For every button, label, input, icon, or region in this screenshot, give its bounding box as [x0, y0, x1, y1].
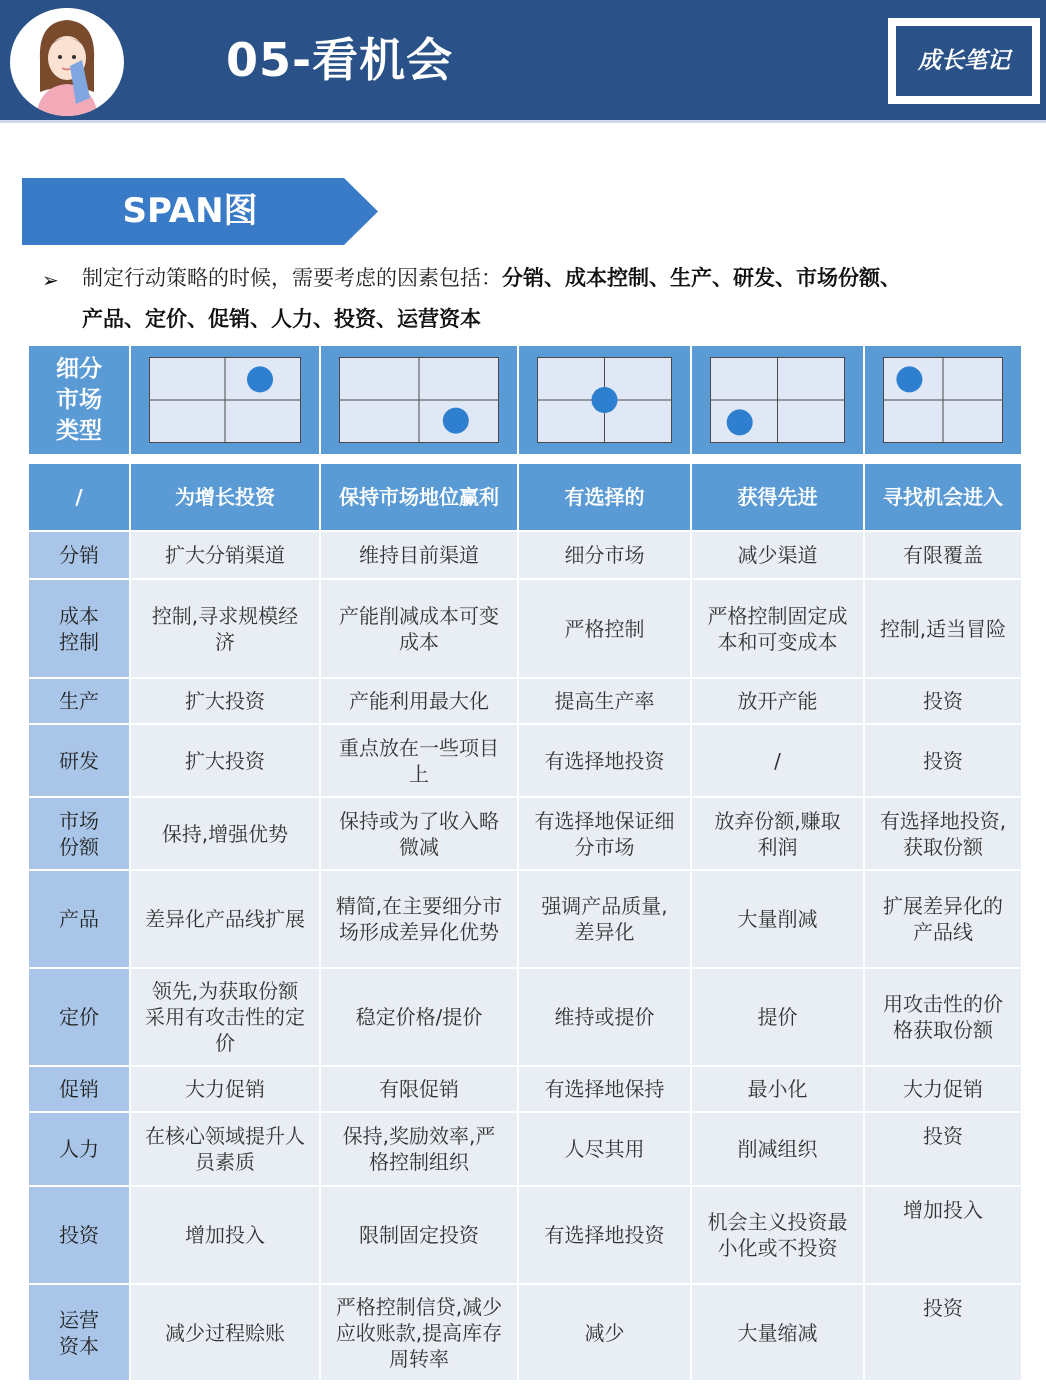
header-bar — [0, 0, 1046, 120]
intro-factors-line1: 分销、成本控制、生产、研发、市场份额、 — [502, 266, 901, 290]
quadrant-cell-2 — [321, 346, 517, 454]
row-header: 运营资本 — [29, 1285, 129, 1380]
row-header: 产品 — [29, 871, 129, 967]
table-cell: 放开产能 — [692, 679, 863, 723]
column-header: 为增长投资 — [131, 464, 319, 530]
table-cell: 削减组织 — [692, 1113, 863, 1185]
table-cell: 减少过程赊账 — [131, 1285, 319, 1380]
quadrant-dot-bottom-left — [727, 409, 753, 435]
column-header: 有选择的 — [519, 464, 690, 530]
table-cell: 稳定价格/提价 — [321, 969, 517, 1065]
row-header: 生产 — [29, 679, 129, 723]
table-cell: 提高生产率 — [519, 679, 690, 723]
avatar — [10, 8, 124, 116]
table-cell: 有选择地投资 — [519, 725, 690, 796]
table-cell: 保持或为了收入略微减 — [321, 798, 517, 869]
row-header: 分销 — [29, 532, 129, 578]
table-cell: 控制,适当冒险 — [865, 580, 1021, 677]
table-cell: 控制,寻求规模经济 — [131, 580, 319, 677]
table-cell: 扩大分销渠道 — [131, 532, 319, 578]
page-title: 05-看机会 — [226, 33, 454, 87]
table-cell: 产能利用最大化 — [321, 679, 517, 723]
table-cell: 扩大投资 — [131, 679, 319, 723]
table-cell: 最小化 — [692, 1067, 863, 1111]
quadrant-diagram — [537, 357, 672, 443]
quadrant-diagram — [883, 357, 1003, 443]
quadrant-cell-1 — [131, 346, 319, 454]
table-cell: 有限覆盖 — [865, 532, 1021, 578]
column-header: 获得先进 — [692, 464, 863, 530]
table-cell: 维持或提价 — [519, 969, 690, 1065]
quadrant-dot-center — [592, 387, 618, 413]
notes-badge — [888, 18, 1040, 104]
table-cell: 保持,增强优势 — [131, 798, 319, 869]
table-cell: 大力促销 — [131, 1067, 319, 1111]
table-cell: 有选择地投资 — [519, 1187, 690, 1283]
table-cell: 投资 — [865, 679, 1021, 723]
table-cell: 领先,为获取份额采用有攻击性的定价 — [131, 969, 319, 1065]
quadrant-diagram — [339, 357, 499, 443]
table-cell: 投资 — [865, 725, 1021, 796]
table-cell: 增加投入 — [865, 1187, 1021, 1283]
quadrant-dot-top-left — [896, 366, 922, 392]
quadrant-diagram — [710, 357, 845, 443]
table-cell: 细分市场 — [519, 532, 690, 578]
row-header: 定价 — [29, 969, 129, 1065]
column-header: 寻找机会进入 — [865, 464, 1021, 530]
table-cell: 重点放在一些项目上 — [321, 725, 517, 796]
table-cell: 严格控制固定成本和可变成本 — [692, 580, 863, 677]
quadrant-cell-4 — [692, 346, 863, 454]
table-cell: 用攻击性的价格获取份额 — [865, 969, 1021, 1065]
table-cell: 扩展差异化的产品线 — [865, 871, 1021, 967]
row-header: 人力 — [29, 1113, 129, 1185]
table-cell: 放弃份额,赚取利润 — [692, 798, 863, 869]
row-header: 促销 — [29, 1067, 129, 1111]
table-cell: 在核心领域提升人员素质 — [131, 1113, 319, 1185]
quadrant-cell-5 — [865, 346, 1021, 454]
table-cell: 精简,在主要细分市场形成差异化优势 — [321, 871, 517, 967]
row-header: 投资 — [29, 1187, 129, 1283]
table-cell: 扩大投资 — [131, 725, 319, 796]
table-cell: 大量缩减 — [692, 1285, 863, 1380]
notes-badge-label: 成长笔记 — [896, 26, 1032, 96]
header-divider — [0, 120, 1046, 123]
row-header: 市场份额 — [29, 798, 129, 869]
table-cell: 保持,奖励效率,严格控制组织 — [321, 1113, 517, 1185]
intro-paragraph — [82, 258, 1002, 340]
table-cell: 减少 — [519, 1285, 690, 1380]
table-cell: 有选择地保证细分市场 — [519, 798, 690, 869]
table-cell: 人尽其用 — [519, 1113, 690, 1185]
intro-factors-line2: 产品、定价、促销、人力、投资、运营资本 — [82, 307, 481, 331]
quadrant-dot-top-right — [247, 366, 273, 392]
table-cell: 大力促销 — [865, 1067, 1021, 1111]
table-cell: 有选择地保持 — [519, 1067, 690, 1111]
table-cell: 严格控制 — [519, 580, 690, 677]
table-cell: / — [692, 725, 863, 796]
bullet-arrow-icon: ➢ — [42, 268, 59, 292]
segment-type-label-line: 细分 — [56, 355, 102, 382]
avatar-illustration — [10, 8, 124, 116]
table-cell: 减少渠道 — [692, 532, 863, 578]
table-cell: 维持目前渠道 — [321, 532, 517, 578]
quadrant-cell-3 — [519, 346, 690, 454]
row-header: 研发 — [29, 725, 129, 796]
table-cell: 严格控制信贷,减少应收账款,提高库存周转率 — [321, 1285, 517, 1380]
intro-text: 制定行动策略的时候，需要考虑的因素包括： — [82, 266, 502, 290]
table-cell: 产能削减成本可变成本 — [321, 580, 517, 677]
quadrant-diagram — [149, 357, 301, 443]
table-cell: 增加投入 — [131, 1187, 319, 1283]
table-cell: 投资 — [865, 1113, 1021, 1185]
table-cell: 差异化产品线扩展 — [131, 871, 319, 967]
table-cell: 有限促销 — [321, 1067, 517, 1111]
table-cell: 强调产品质量,差异化 — [519, 871, 690, 967]
segment-type-label — [29, 346, 129, 454]
segment-type-label-line: 类型 — [56, 417, 102, 444]
row-header: 成本控制 — [29, 580, 129, 677]
table-cell: 大量削减 — [692, 871, 863, 967]
quadrant-dot-bottom-right — [443, 408, 469, 434]
table-cell: 提价 — [692, 969, 863, 1065]
column-header: 保持市场地位赢利 — [321, 464, 517, 530]
table-cell: 限制固定投资 — [321, 1187, 517, 1283]
segment-type-label-line: 市场 — [56, 386, 102, 413]
table-corner-label: / — [29, 464, 129, 530]
table-cell: 投资 — [865, 1285, 1021, 1380]
table-cell: 有选择地投资,获取份额 — [865, 798, 1021, 869]
table-cell: 机会主义投资最小化或不投资 — [692, 1187, 863, 1283]
section-title: SPAN图 — [122, 191, 258, 231]
